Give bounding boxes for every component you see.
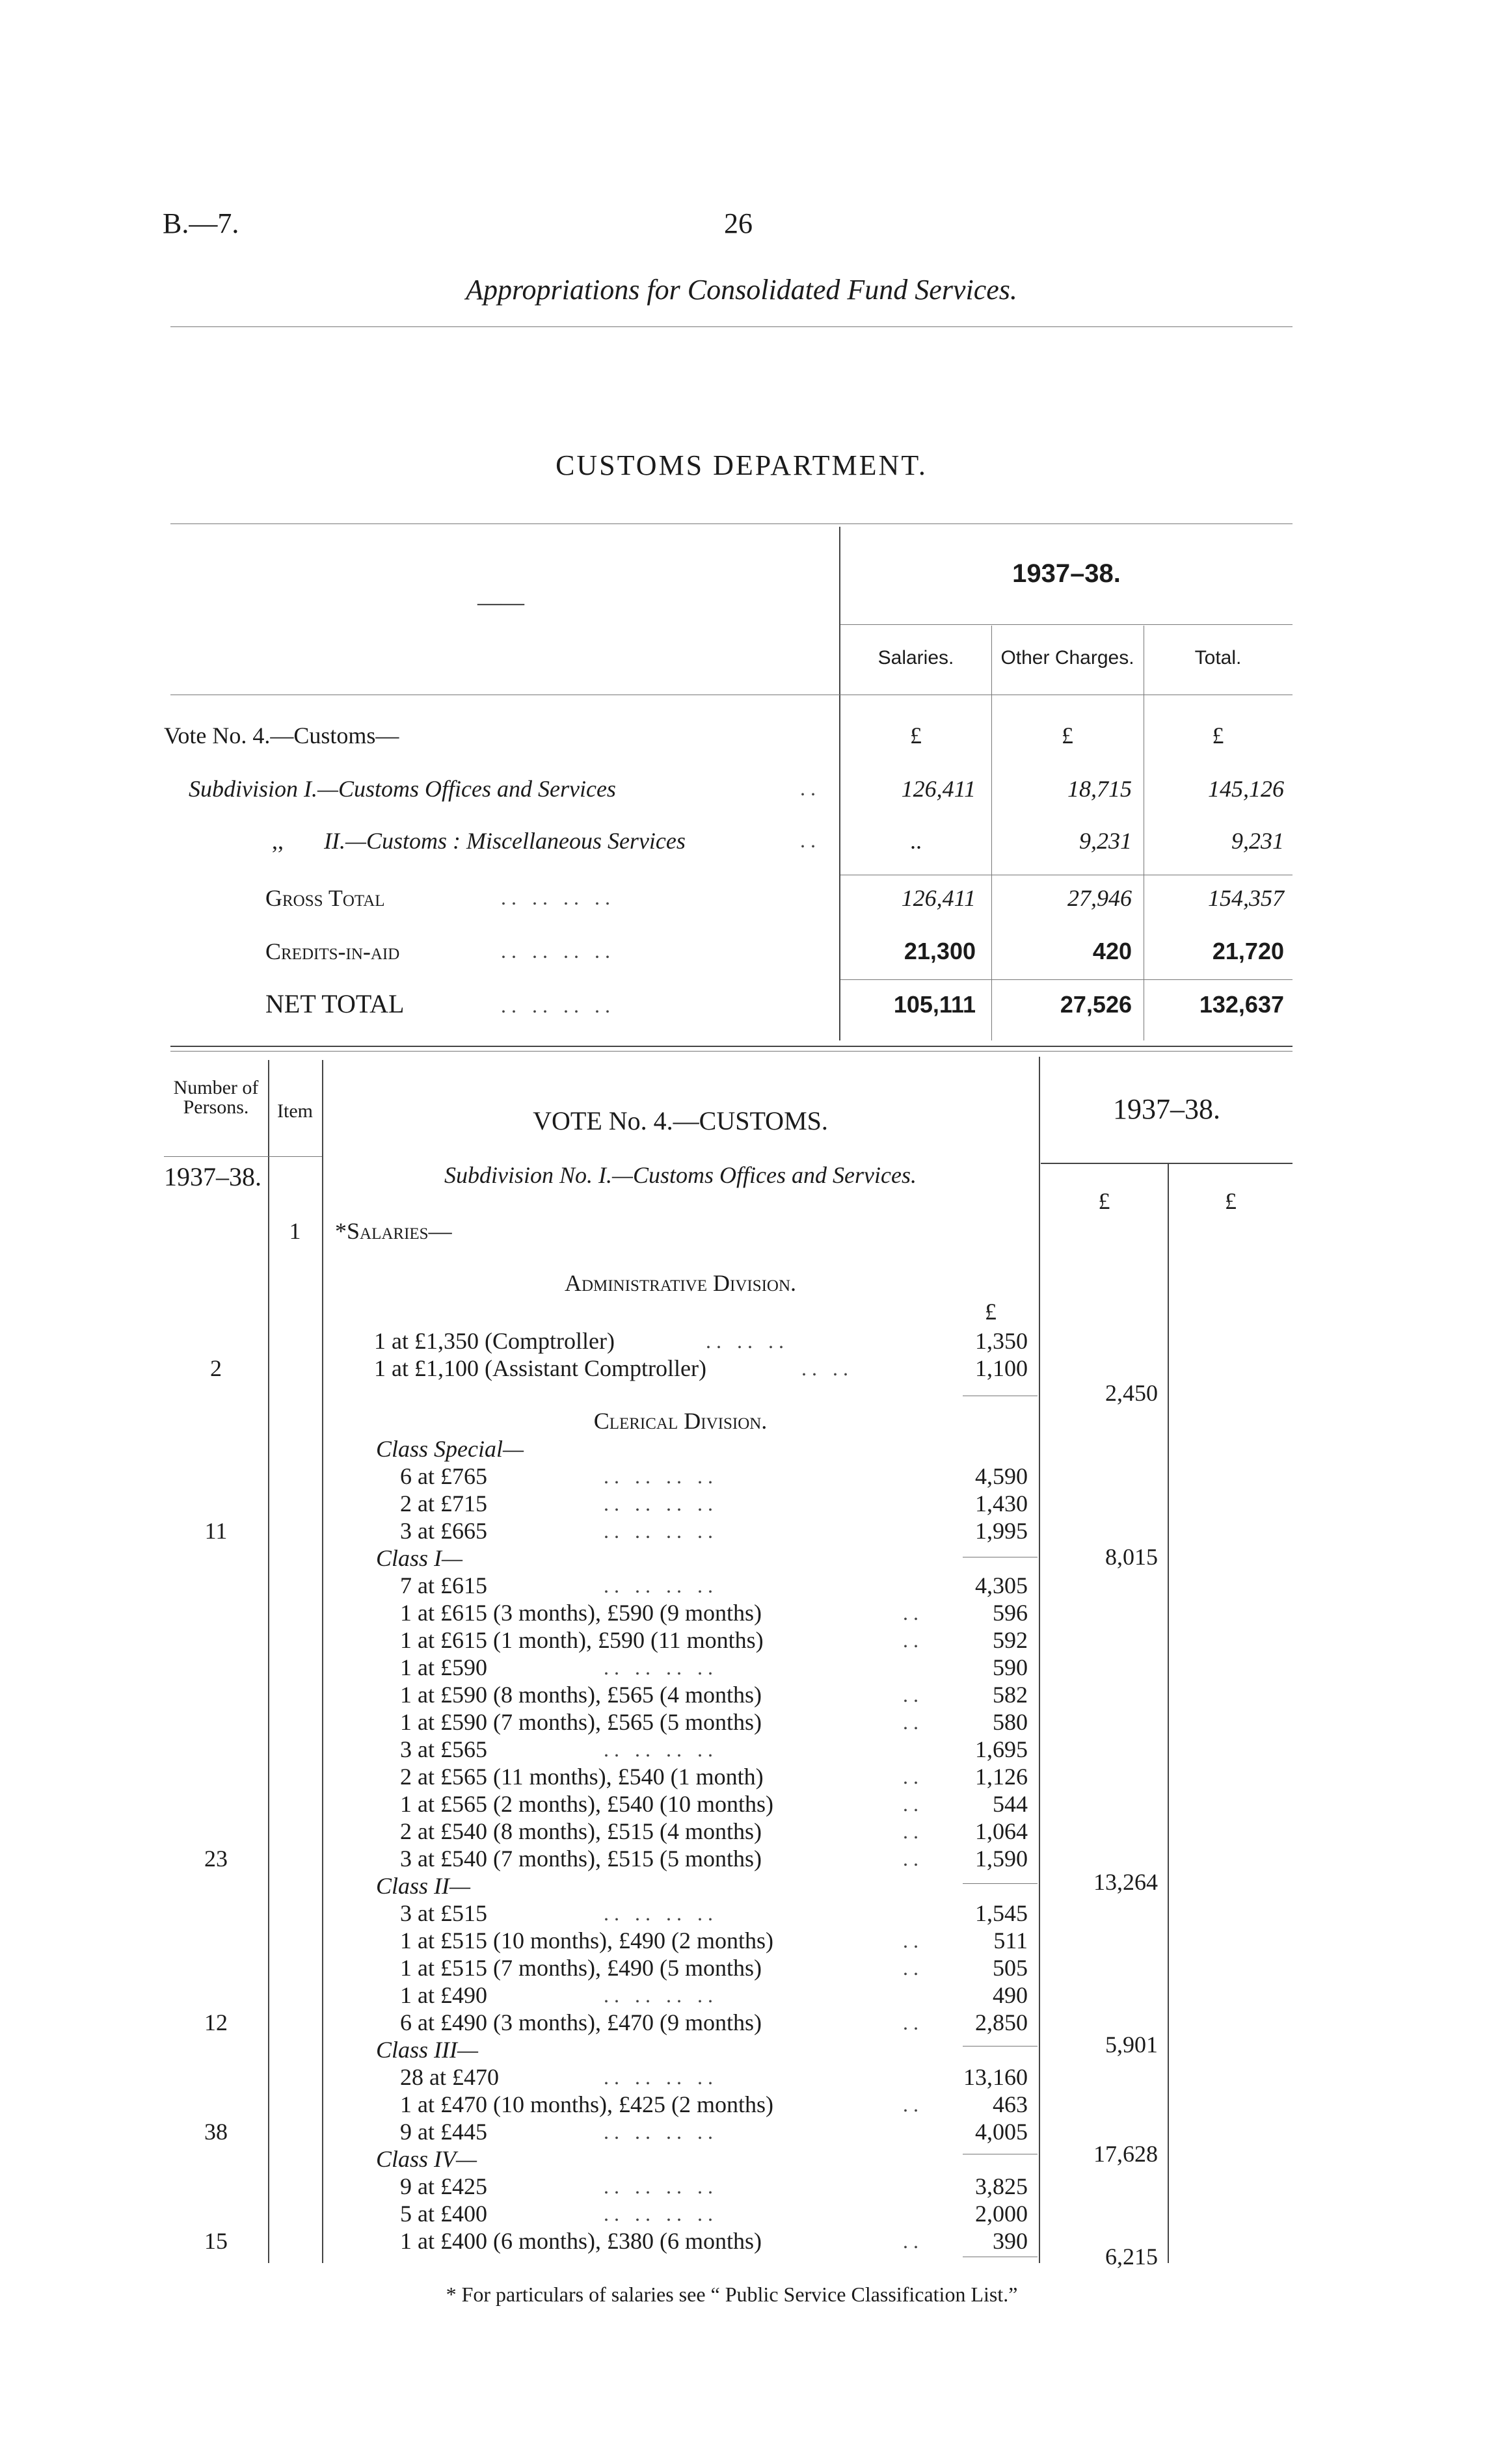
leader-dots: .. bbox=[903, 1956, 924, 1980]
subtotal-rule bbox=[963, 1883, 1038, 1884]
detail-divider-sub bbox=[1039, 1057, 1040, 2263]
summary-cell-other: 9,231 bbox=[1079, 828, 1132, 854]
detail-year: 1937–38. bbox=[1113, 1093, 1220, 1125]
summary-col-other: Other Charges. bbox=[1000, 647, 1134, 669]
summary-cell-salaries: 21,300 bbox=[904, 938, 976, 964]
salary-line-amount: 1,064 bbox=[975, 1818, 1028, 1844]
page-title: Appropriations for Consolidated Fund Services. bbox=[466, 274, 1017, 306]
salary-line-amount: 580 bbox=[993, 1709, 1028, 1735]
leader-dots: .. .. .. .. bbox=[501, 939, 615, 962]
salary-line-amount: 1,545 bbox=[975, 1900, 1028, 1926]
salary-line-text: 28 at £470 bbox=[400, 2064, 499, 2090]
page-number: 26 bbox=[724, 207, 753, 239]
subtotal-amount: 17,628 bbox=[1093, 2141, 1158, 2167]
salary-line-amount: 4,005 bbox=[975, 2119, 1028, 2145]
salary-line-text: 1 at £515 (10 months), £490 (2 months) bbox=[400, 1927, 773, 1954]
salary-line-amount: 1,100 bbox=[975, 1355, 1028, 1381]
subdivision-heading: Subdivision No. I.—Customs Offices and Services. bbox=[444, 1162, 917, 1188]
footnote: * For particulars of salaries see “ Public Service Classification List.” bbox=[446, 2283, 1018, 2306]
persons-header-rule bbox=[164, 1156, 322, 1157]
salary-line-text: 9 at £445 bbox=[400, 2119, 487, 2145]
leader-dots: .. .. .. .. bbox=[501, 886, 615, 909]
leader-dots: .. .. .. .. bbox=[604, 1574, 718, 1597]
summary-cell-other: 18,715 bbox=[1067, 776, 1132, 802]
salary-line-text: 1 at £515 (7 months), £490 (5 months) bbox=[400, 1955, 762, 1981]
leader-dots: .. bbox=[903, 1847, 924, 1870]
title-rule bbox=[170, 326, 1293, 327]
summary-row-label: NET TOTAL bbox=[265, 989, 405, 1018]
summary-bottom-rule-2 bbox=[170, 1051, 1293, 1052]
salary-line-amount: 596 bbox=[993, 1600, 1028, 1626]
salary-line-text: 1 at £615 (1 month), £590 (11 months) bbox=[400, 1627, 764, 1653]
clerical-division-heading: Clerical Division. bbox=[593, 1408, 768, 1434]
detail-divider-total bbox=[1168, 1164, 1169, 2263]
col-item: Item bbox=[277, 1100, 313, 1122]
salary-line-text: 3 at £515 bbox=[400, 1900, 487, 1926]
salary-line-amount: 2,000 bbox=[975, 2201, 1028, 2227]
leader-dots: .. bbox=[903, 1792, 924, 1816]
summary-bottom-rule bbox=[170, 1046, 1293, 1047]
salary-line-amount: 3,825 bbox=[975, 2173, 1028, 2199]
summary-year-rule bbox=[840, 624, 1293, 625]
currency-sub: £ bbox=[1098, 1188, 1110, 1214]
persons-count: 15 bbox=[204, 2228, 228, 2254]
salaries-heading: *Salaries— bbox=[335, 1218, 452, 1244]
salary-line-text: 3 at £540 (7 months), £515 (5 months) bbox=[400, 1846, 762, 1872]
class-heading: Class II— bbox=[376, 1873, 471, 1899]
summary-row-label: Subdivision I.—Customs Offices and Services bbox=[189, 776, 616, 802]
persons-count: 11 bbox=[204, 1518, 228, 1544]
subtotal-rule bbox=[963, 2046, 1038, 2047]
persons-count: 38 bbox=[204, 2119, 228, 2145]
salary-line-amount: 544 bbox=[993, 1791, 1028, 1817]
leader-dots: .. .. .. .. bbox=[604, 1901, 718, 1925]
detail-year-rule bbox=[1041, 1163, 1293, 1164]
leader-dots: .. .. .. .. bbox=[604, 2065, 718, 2089]
class-heading: Class IV— bbox=[376, 2146, 477, 2172]
summary-cell-other: 27,526 bbox=[1060, 991, 1132, 1018]
summary-col-salaries: Salaries. bbox=[877, 647, 954, 669]
salary-line-text: 6 at £490 (3 months), £470 (9 months) bbox=[400, 2009, 762, 2035]
summary-row-label: Gross Total bbox=[265, 885, 385, 911]
salary-line-amount: 463 bbox=[993, 2091, 1028, 2117]
salary-line-text: 7 at £615 bbox=[400, 1572, 487, 1598]
salary-line-text: 2 at £715 bbox=[400, 1490, 487, 1517]
salary-line-text: 1 at £565 (2 months), £540 (10 months) bbox=[400, 1791, 773, 1817]
leader-dots: .. .. .. .. bbox=[604, 2120, 718, 2143]
summary-currency-total: £ bbox=[1212, 722, 1224, 748]
salary-line-text: 1 at £590 (7 months), £565 (5 months) bbox=[400, 1709, 762, 1735]
summary-vote-label: Vote No. 4.—Customs— bbox=[164, 722, 399, 748]
salary-line-text: 1 at £615 (3 months), £590 (9 months) bbox=[400, 1600, 762, 1626]
summary-cell-total: 21,720 bbox=[1212, 938, 1284, 964]
salary-line-text: 1 at £400 (6 months), £380 (6 months) bbox=[400, 2228, 762, 2254]
leader-dots: .. bbox=[903, 1929, 924, 1952]
leader-dots: .. .. bbox=[801, 1357, 853, 1380]
col-number-persons: Number of Persons. bbox=[173, 1077, 259, 1118]
salary-line-text: 1 at £1,350 (Comptroller) bbox=[374, 1328, 615, 1354]
class-heading: Class III— bbox=[376, 2037, 479, 2063]
leader-dots: .. bbox=[903, 1601, 924, 1624]
leader-dots: .. bbox=[800, 776, 821, 800]
summary-cell-total: 132,637 bbox=[1199, 991, 1284, 1018]
salary-line-amount: 4,590 bbox=[975, 1463, 1028, 1489]
salary-line-amount: 490 bbox=[993, 1982, 1028, 2008]
persons-year: 1937–38. bbox=[164, 1162, 261, 1191]
item-number: 1 bbox=[289, 1218, 301, 1244]
salary-line-text: 1 at £470 (10 months), £425 (2 months) bbox=[400, 2091, 773, 2117]
summary-top-rule bbox=[170, 523, 1293, 524]
summary-year: 1937–38. bbox=[1012, 559, 1121, 588]
summary-dash: —— bbox=[477, 589, 524, 615]
item-divider bbox=[322, 1060, 323, 2263]
salary-line-text: 6 at £765 bbox=[400, 1463, 487, 1489]
summary-cell-salaries: 105,111 bbox=[893, 991, 976, 1018]
salary-line-amount: 1,995 bbox=[975, 1518, 1028, 1544]
summary-row-label: Credits-in-aid bbox=[265, 938, 400, 964]
salary-line-amount: 511 bbox=[993, 1927, 1028, 1954]
salary-line-amount: 582 bbox=[993, 1682, 1028, 1708]
salary-line-text: 1 at £590 (8 months), £565 (4 months) bbox=[400, 1682, 762, 1708]
leader-dots: .. bbox=[903, 2229, 924, 2253]
leader-dots: .. .. .. .. bbox=[604, 2175, 718, 2198]
salary-line-amount: 4,305 bbox=[975, 1572, 1028, 1598]
persons-count: 2 bbox=[210, 1355, 222, 1381]
salary-line-text: 1 at £1,100 (Assistant Comptroller) bbox=[374, 1355, 706, 1381]
subtotal-amount: 5,901 bbox=[1105, 2032, 1158, 2058]
class-heading: Class Special— bbox=[376, 1436, 524, 1462]
persons-count: 12 bbox=[204, 2009, 228, 2035]
leader-dots: .. .. .. bbox=[706, 1329, 789, 1353]
leader-dots: .. bbox=[903, 1710, 924, 1734]
salary-line-amount: 505 bbox=[993, 1955, 1028, 1981]
summary-cell-salaries: .. bbox=[910, 828, 922, 854]
currency-lines: £ bbox=[985, 1299, 997, 1325]
salary-line-text: 3 at £565 bbox=[400, 1736, 487, 1762]
leader-dots: .. bbox=[903, 2011, 924, 2034]
subtotal-amount: 13,264 bbox=[1093, 1869, 1158, 1895]
salary-line-amount: 2,850 bbox=[975, 2009, 1028, 2035]
subtotal-amount: 2,450 bbox=[1105, 1380, 1158, 1406]
leader-dots: .. .. .. .. bbox=[604, 1983, 718, 2007]
salary-line-amount: 592 bbox=[993, 1627, 1028, 1653]
leader-dots: .. .. .. .. bbox=[604, 1738, 718, 1761]
salary-line-amount: 1,430 bbox=[975, 1490, 1028, 1517]
leader-dots: .. .. .. .. bbox=[604, 1519, 718, 1543]
subtotal-amount: 6,215 bbox=[1105, 2244, 1158, 2270]
leader-dots: .. .. .. .. bbox=[604, 1492, 718, 1515]
salary-line-amount: 13,160 bbox=[963, 2064, 1028, 2090]
summary-cell-other: 420 bbox=[1092, 938, 1132, 964]
leader-dots: .. .. .. .. bbox=[604, 2202, 718, 2225]
salary-line-amount: 1,350 bbox=[975, 1328, 1028, 1354]
salary-line-amount: 390 bbox=[993, 2228, 1028, 2254]
leader-dots: .. .. .. .. bbox=[604, 1656, 718, 1679]
summary-row-label: II.—Customs : Miscellaneous Services bbox=[324, 828, 686, 854]
salary-line-text: 2 at £540 (8 months), £515 (4 months) bbox=[400, 1818, 762, 1844]
summary-cell-total: 9,231 bbox=[1231, 828, 1284, 854]
summary-currency-salaries: £ bbox=[910, 722, 922, 748]
leader-dots: .. bbox=[903, 1683, 924, 1706]
leader-dots: .. bbox=[903, 2093, 924, 2116]
leader-dots: .. bbox=[903, 1820, 924, 1843]
admin-division-heading: Administrative Division. bbox=[564, 1270, 797, 1296]
subtotal-amount: 8,015 bbox=[1105, 1544, 1158, 1570]
salary-line-text: 5 at £400 bbox=[400, 2201, 487, 2227]
summary-cell-total: 154,357 bbox=[1208, 885, 1284, 911]
salary-line-amount: 590 bbox=[993, 1654, 1028, 1680]
salary-line-amount: 1,695 bbox=[975, 1736, 1028, 1762]
leader-dots: .. bbox=[800, 828, 821, 852]
summary-cell-total: 145,126 bbox=[1208, 776, 1284, 802]
summary-currency-other: £ bbox=[1062, 722, 1073, 748]
summary-cell-salaries: 126,411 bbox=[901, 885, 976, 911]
summary-cell-salaries: 126,411 bbox=[901, 776, 976, 802]
leader-dots: .. bbox=[903, 1765, 924, 1788]
persons-count: 23 bbox=[204, 1846, 228, 1872]
net-total-rule bbox=[840, 979, 1293, 980]
salary-line-text: 2 at £565 (11 months), £540 (1 month) bbox=[400, 1764, 764, 1790]
salary-line-text: 9 at £425 bbox=[400, 2173, 487, 2199]
salary-line-text: 3 at £665 bbox=[400, 1518, 487, 1544]
vote-title: VOTE No. 4.—CUSTOMS. bbox=[533, 1106, 828, 1135]
document-reference: B.—7. bbox=[163, 207, 239, 239]
department-title: CUSTOMS DEPARTMENT. bbox=[556, 449, 928, 481]
leader-dots: .. .. .. .. bbox=[501, 994, 615, 1017]
leader-dots: .. bbox=[903, 1628, 924, 1652]
summary-ditto-mark: ,, bbox=[272, 828, 284, 854]
salary-line-text: 1 at £590 bbox=[400, 1654, 487, 1680]
salary-line-text: 1 at £490 bbox=[400, 1982, 487, 2008]
salary-line-amount: 1,590 bbox=[975, 1846, 1028, 1872]
leader-dots: .. .. .. .. bbox=[604, 1464, 718, 1488]
salary-line-amount: 1,126 bbox=[975, 1764, 1028, 1790]
summary-col-total: Total. bbox=[1194, 647, 1242, 669]
summary-cell-other: 27,946 bbox=[1067, 885, 1132, 911]
class-heading: Class I— bbox=[376, 1545, 463, 1571]
currency-total: £ bbox=[1225, 1188, 1237, 1214]
